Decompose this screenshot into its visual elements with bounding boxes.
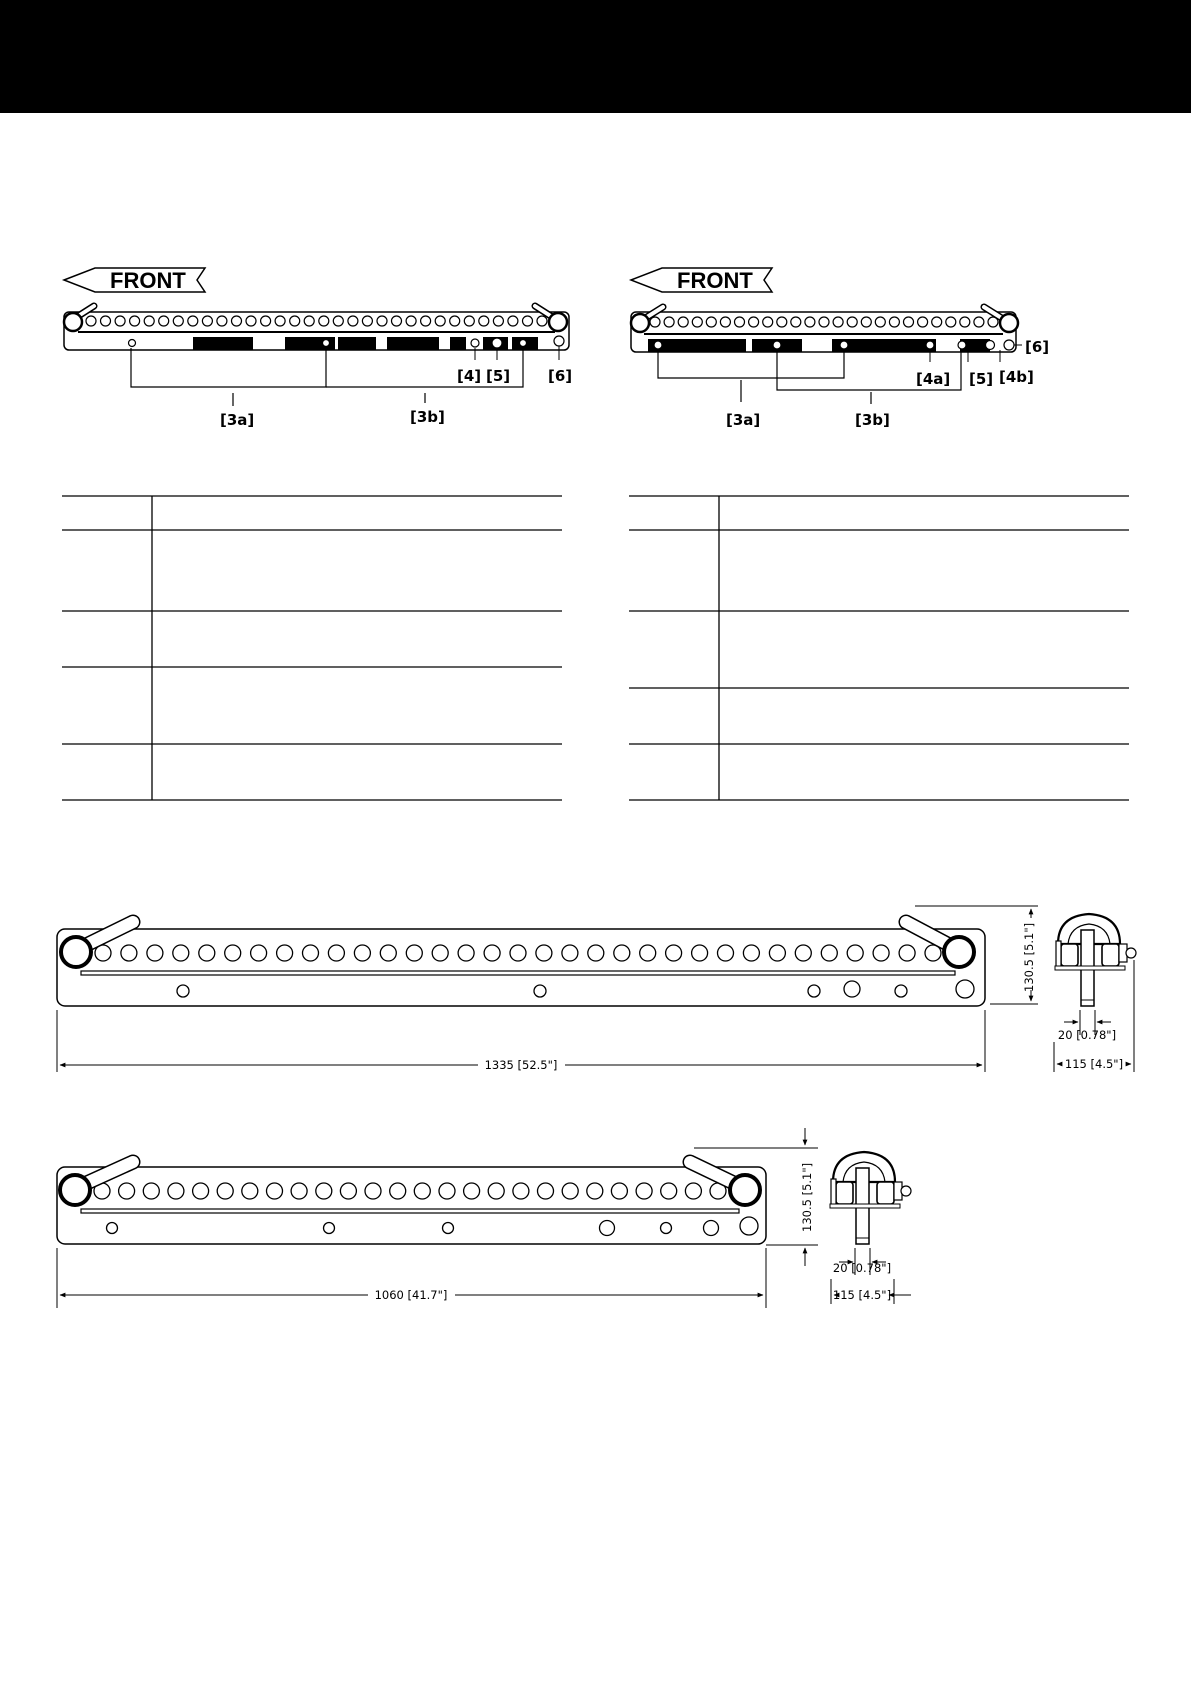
rigging-hole: [450, 316, 460, 326]
rigging-hole: [763, 317, 773, 327]
front-arrow-left: [64, 268, 205, 293]
rigging-hole: [193, 1183, 209, 1199]
rigging-hole: [304, 316, 314, 326]
rigging-hole: [918, 317, 928, 327]
rigging-hole: [614, 945, 630, 961]
rigging-hole: [735, 317, 745, 327]
rigging-hole: [692, 317, 702, 327]
callout-3a-right: [3a]: [726, 411, 761, 429]
rigging-hole: [847, 317, 857, 327]
rigging-hole: [484, 945, 500, 961]
rigging-hole: [115, 316, 125, 326]
rigging-hole: [173, 945, 189, 961]
rigging-hole: [805, 317, 815, 327]
rigging-hole: [706, 317, 716, 327]
rigging-hole: [232, 316, 242, 326]
rigging-hole: [217, 316, 227, 326]
rigging-hole: [743, 945, 759, 961]
rigging-hole: [130, 316, 140, 326]
rigging-hole: [147, 945, 163, 961]
rigging-hole: [119, 1183, 135, 1199]
rigging-hole: [199, 945, 215, 961]
rigging-hole: [847, 945, 863, 961]
table-right: [629, 496, 1129, 800]
rigging-hole: [685, 1183, 701, 1199]
front-label: FRONT: [110, 268, 186, 293]
dim-1060-width: 115 [4.5"]: [832, 1288, 892, 1302]
rigging-hole: [340, 1183, 356, 1199]
rigging-hole: [946, 317, 956, 327]
rigging-hole: [636, 1183, 652, 1199]
rigging-hole: [275, 316, 285, 326]
rigging-hole: [538, 1183, 554, 1199]
callout-5-right: [5]: [969, 370, 994, 388]
rigging-hole: [217, 1183, 233, 1199]
callout-6-right: [6]: [1025, 338, 1050, 356]
rigging-hole: [904, 317, 914, 327]
callout-4a: [4a]: [916, 370, 951, 388]
rigging-hole: [769, 945, 785, 961]
rigging-hole: [435, 316, 445, 326]
rigging-hole: [246, 316, 256, 326]
rigging-hole: [536, 945, 552, 961]
callout-3b-right: [3b]: [855, 411, 890, 429]
rigging-hole: [277, 945, 293, 961]
rigging-hole: [188, 316, 198, 326]
dim-1060-length: 1060 [41.7"]: [374, 1288, 448, 1302]
callout-4: [4]: [457, 367, 482, 385]
callout-3b: [3b]: [410, 408, 445, 426]
small-bar-left: [64, 306, 569, 406]
rigging-hole: [414, 1183, 430, 1199]
rigging-hole: [392, 316, 402, 326]
rigging-hole: [508, 316, 518, 326]
bar-1060-drawing: [57, 1128, 818, 1308]
rigging-hole: [143, 1183, 159, 1199]
rigging-hole: [537, 316, 547, 326]
rigging-hole: [960, 317, 970, 327]
rigging-hole: [833, 317, 843, 327]
rigging-hole: [421, 316, 431, 326]
rigging-hole: [678, 317, 688, 327]
rigging-hole: [664, 317, 674, 327]
front-arrow-right: [631, 268, 772, 293]
rigging-hole: [406, 945, 422, 961]
callout-3a: [3a]: [220, 411, 255, 429]
dim-1060-plate: 20 [0.78"]: [832, 1261, 892, 1275]
rigging-hole: [121, 945, 137, 961]
rigging-hole: [144, 316, 154, 326]
rigging-hole: [464, 316, 474, 326]
rigging-hole: [795, 945, 811, 961]
rigging-hole: [889, 317, 899, 327]
rigging-hole: [173, 316, 183, 326]
rigging-hole: [377, 316, 387, 326]
rigging-hole: [319, 316, 329, 326]
rigging-hole: [819, 317, 829, 327]
rigging-hole: [290, 316, 300, 326]
rigging-hole: [354, 945, 370, 961]
callout-5: [5]: [486, 367, 511, 385]
rigging-hole: [749, 317, 759, 327]
rigging-hole: [464, 1183, 480, 1199]
rigging-hole: [777, 317, 787, 327]
side-view-1335: [1054, 914, 1136, 1072]
rigging-hole: [202, 316, 212, 326]
bar-1335-drawing: [57, 906, 1038, 1072]
rigging-hole: [640, 945, 656, 961]
rigging-hole: [159, 316, 169, 326]
rigging-hole: [267, 1183, 283, 1199]
rigging-hole: [974, 317, 984, 327]
rigging-hole: [588, 945, 604, 961]
rigging-hole: [251, 945, 267, 961]
small-bar-right: [631, 307, 1022, 404]
rigging-hole: [661, 1183, 677, 1199]
dim-1060-height: 130.5 [5.1"]: [800, 1162, 814, 1232]
rigging-hole: [242, 1183, 258, 1199]
dim-1335-height: 130.5 [5.1"]: [1022, 922, 1036, 992]
rigging-hole: [650, 317, 660, 327]
rigging-hole: [821, 945, 837, 961]
rigging-hole: [611, 1183, 627, 1199]
rigging-hole: [390, 1183, 406, 1199]
rigging-hole: [303, 945, 319, 961]
rigging-hole: [348, 316, 358, 326]
rigging-hole: [316, 1183, 332, 1199]
callout-4b: [4b]: [999, 368, 1034, 386]
rigging-hole: [86, 316, 96, 326]
rigging-hole: [488, 1183, 504, 1199]
rigging-hole: [666, 945, 682, 961]
table-left: [62, 496, 562, 800]
rigging-hole: [261, 316, 271, 326]
rigging-hole: [873, 945, 889, 961]
rigging-hole: [291, 1183, 307, 1199]
rigging-hole: [458, 945, 474, 961]
rigging-hole: [362, 316, 372, 326]
rigging-hole: [523, 316, 533, 326]
rigging-hole: [513, 1183, 529, 1199]
rigging-hole: [875, 317, 885, 327]
rigging-hole: [562, 1183, 578, 1199]
rigging-hole: [432, 945, 448, 961]
rigging-hole: [168, 1183, 184, 1199]
dim-1335-width: 115 [4.5"]: [1064, 1057, 1124, 1071]
rigging-hole: [328, 945, 344, 961]
side-view-1060: [830, 1152, 911, 1304]
dim-1335-length: 1335 [52.5"]: [484, 1058, 558, 1072]
dim-1335-plate: 20 [0.78"]: [1057, 1028, 1117, 1042]
rigging-hole: [493, 316, 503, 326]
rigging-hole: [510, 945, 526, 961]
rigging-hole: [225, 945, 241, 961]
rigging-hole: [479, 316, 489, 326]
rigging-hole: [439, 1183, 455, 1199]
rigging-hole: [365, 1183, 381, 1199]
rigging-hole: [380, 945, 396, 961]
rigging-hole: [932, 317, 942, 327]
rigging-hole: [101, 316, 111, 326]
callout-6: [6]: [548, 367, 573, 385]
rigging-hole: [791, 317, 801, 327]
rigging-hole: [406, 316, 416, 326]
rigging-hole: [720, 317, 730, 327]
rigging-hole: [718, 945, 734, 961]
front-label-right: FRONT: [677, 268, 753, 293]
rigging-hole: [692, 945, 708, 961]
rigging-hole: [562, 945, 578, 961]
rigging-hole: [333, 316, 343, 326]
rigging-hole: [587, 1183, 603, 1199]
rigging-hole: [861, 317, 871, 327]
rigging-hole: [899, 945, 915, 961]
